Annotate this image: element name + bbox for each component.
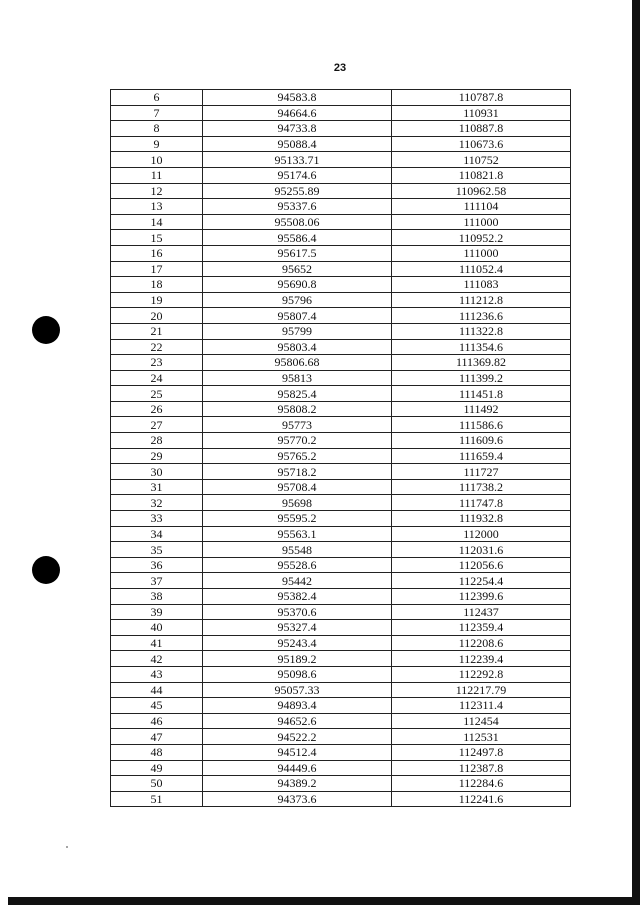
table-row (111, 417, 571, 433)
y-coordinate-cell: 111236.6 (392, 308, 571, 324)
point-number-cell: 50 (111, 776, 203, 792)
punch-hole-upper (32, 316, 60, 344)
x-coordinate-cell: 95708.4 (203, 479, 392, 495)
y-coordinate-cell: 112387.8 (392, 760, 571, 776)
point-number-cell: 48 (111, 744, 203, 760)
table-row (111, 620, 571, 636)
x-coordinate-cell: 95098.6 (203, 666, 392, 682)
point-number-cell: 42 (111, 651, 203, 667)
table-row (111, 214, 571, 230)
table-row (111, 604, 571, 620)
x-coordinate-cell: 94373.6 (203, 791, 392, 807)
x-coordinate-cell: 95586.4 (203, 230, 392, 246)
y-coordinate-cell: 111369.82 (392, 355, 571, 371)
x-coordinate-cell: 95243.4 (203, 635, 392, 651)
table-row (111, 105, 571, 121)
y-coordinate-cell: 112031.6 (392, 542, 571, 558)
table-row (111, 666, 571, 682)
point-number-cell: 32 (111, 495, 203, 511)
point-number-cell: 30 (111, 464, 203, 480)
point-number-cell: 8 (111, 121, 203, 137)
table-row (111, 277, 571, 293)
table-row (111, 713, 571, 729)
point-number-cell: 10 (111, 152, 203, 168)
point-number-cell: 27 (111, 417, 203, 433)
x-coordinate-cell: 95765.2 (203, 448, 392, 464)
y-coordinate-cell: 111738.2 (392, 479, 571, 495)
point-number-cell: 51 (111, 791, 203, 807)
y-coordinate-cell: 112454 (392, 713, 571, 729)
y-coordinate-cell: 111104 (392, 199, 571, 215)
point-number-cell: 23 (111, 355, 203, 371)
x-coordinate-cell: 94512.4 (203, 744, 392, 760)
x-coordinate-cell: 94733.8 (203, 121, 392, 137)
table-row (111, 557, 571, 573)
point-number-cell: 24 (111, 370, 203, 386)
point-number-cell: 33 (111, 511, 203, 527)
point-number-cell: 9 (111, 136, 203, 152)
y-coordinate-cell: 111932.8 (392, 511, 571, 527)
x-coordinate-cell: 94522.2 (203, 729, 392, 745)
y-coordinate-cell: 111000 (392, 214, 571, 230)
table-row (111, 152, 571, 168)
y-coordinate-cell: 112217.79 (392, 682, 571, 698)
y-coordinate-cell: 110752 (392, 152, 571, 168)
x-coordinate-cell: 95718.2 (203, 464, 392, 480)
table-row (111, 339, 571, 355)
point-number-cell: 43 (111, 666, 203, 682)
scan-edge-right (632, 0, 640, 905)
point-number-cell: 25 (111, 386, 203, 402)
x-coordinate-cell: 95796 (203, 292, 392, 308)
x-coordinate-cell: 95327.4 (203, 620, 392, 636)
point-number-cell: 36 (111, 557, 203, 573)
point-number-cell: 45 (111, 698, 203, 714)
table-row (111, 370, 571, 386)
y-coordinate-cell: 112056.6 (392, 557, 571, 573)
table-row (111, 183, 571, 199)
table-row (111, 167, 571, 183)
y-coordinate-cell: 110931 (392, 105, 571, 121)
x-coordinate-cell: 95799 (203, 323, 392, 339)
scan-edge-bottom (8, 897, 640, 905)
x-coordinate-cell: 95189.2 (203, 651, 392, 667)
table-row (111, 791, 571, 807)
y-coordinate-cell: 112284.6 (392, 776, 571, 792)
table-row (111, 464, 571, 480)
x-coordinate-cell: 95088.4 (203, 136, 392, 152)
x-coordinate-cell: 94664.6 (203, 105, 392, 121)
point-number-cell: 11 (111, 167, 203, 183)
table-row (111, 230, 571, 246)
table-row (111, 682, 571, 698)
coordinate-table (110, 89, 571, 807)
y-coordinate-cell: 111451.8 (392, 386, 571, 402)
point-number-cell: 40 (111, 620, 203, 636)
x-coordinate-cell: 95337.6 (203, 199, 392, 215)
y-coordinate-cell: 111322.8 (392, 323, 571, 339)
point-number-cell: 31 (111, 479, 203, 495)
y-coordinate-cell: 111659.4 (392, 448, 571, 464)
point-number-cell: 41 (111, 635, 203, 651)
y-coordinate-cell: 112359.4 (392, 620, 571, 636)
table-body (111, 90, 571, 807)
y-coordinate-cell: 110962.58 (392, 183, 571, 199)
point-number-cell: 12 (111, 183, 203, 199)
x-coordinate-cell: 95803.4 (203, 339, 392, 355)
y-coordinate-cell: 110787.8 (392, 90, 571, 106)
table-row (111, 323, 571, 339)
table-row (111, 121, 571, 137)
point-number-cell: 14 (111, 214, 203, 230)
y-coordinate-cell: 112292.8 (392, 666, 571, 682)
table-row (111, 448, 571, 464)
x-coordinate-cell: 95807.4 (203, 308, 392, 324)
x-coordinate-cell: 95563.1 (203, 526, 392, 542)
x-coordinate-cell: 95174.6 (203, 167, 392, 183)
x-coordinate-cell: 94893.4 (203, 698, 392, 714)
y-coordinate-cell: 112531 (392, 729, 571, 745)
x-coordinate-cell: 94652.6 (203, 713, 392, 729)
x-coordinate-cell: 95528.6 (203, 557, 392, 573)
y-coordinate-cell: 110673.6 (392, 136, 571, 152)
punch-hole-lower (32, 556, 60, 584)
x-coordinate-cell: 95255.89 (203, 183, 392, 199)
table-row (111, 698, 571, 714)
x-coordinate-cell: 95806.68 (203, 355, 392, 371)
table-row (111, 199, 571, 215)
y-coordinate-cell: 112239.4 (392, 651, 571, 667)
x-coordinate-cell: 95825.4 (203, 386, 392, 402)
y-coordinate-cell: 112399.6 (392, 589, 571, 605)
table-row (111, 308, 571, 324)
y-coordinate-cell: 111586.6 (392, 417, 571, 433)
x-coordinate-cell: 95770.2 (203, 433, 392, 449)
y-coordinate-cell: 111354.6 (392, 339, 571, 355)
point-number-cell: 26 (111, 401, 203, 417)
y-coordinate-cell: 111399.2 (392, 370, 571, 386)
table-row (111, 90, 571, 106)
table-row (111, 760, 571, 776)
point-number-cell: 46 (111, 713, 203, 729)
y-coordinate-cell: 111000 (392, 245, 571, 261)
y-coordinate-cell: 112437 (392, 604, 571, 620)
x-coordinate-cell: 95595.2 (203, 511, 392, 527)
y-coordinate-cell: 111052.4 (392, 261, 571, 277)
table-row (111, 729, 571, 745)
y-coordinate-cell: 112311.4 (392, 698, 571, 714)
table-row (111, 635, 571, 651)
point-number-cell: 18 (111, 277, 203, 293)
point-number-cell: 13 (111, 199, 203, 215)
x-coordinate-cell: 95370.6 (203, 604, 392, 620)
point-number-cell: 15 (111, 230, 203, 246)
table-row (111, 573, 571, 589)
point-number-cell: 44 (111, 682, 203, 698)
point-number-cell: 37 (111, 573, 203, 589)
table-row (111, 261, 571, 277)
y-coordinate-cell: 111747.8 (392, 495, 571, 511)
point-number-cell: 22 (111, 339, 203, 355)
page-number: 23 (333, 62, 347, 74)
table-row (111, 776, 571, 792)
x-coordinate-cell: 95690.8 (203, 277, 392, 293)
point-number-cell: 6 (111, 90, 203, 106)
table-row (111, 479, 571, 495)
point-number-cell: 39 (111, 604, 203, 620)
table-row (111, 744, 571, 760)
point-number-cell: 21 (111, 323, 203, 339)
x-coordinate-cell: 95813 (203, 370, 392, 386)
table-row (111, 386, 571, 402)
point-number-cell: 16 (111, 245, 203, 261)
point-number-cell: 29 (111, 448, 203, 464)
table-row (111, 542, 571, 558)
point-number-cell: 20 (111, 308, 203, 324)
table-row (111, 651, 571, 667)
x-coordinate-cell: 95617.5 (203, 245, 392, 261)
point-number-cell: 35 (111, 542, 203, 558)
y-coordinate-cell: 112254.4 (392, 573, 571, 589)
table-row (111, 433, 571, 449)
table-row (111, 355, 571, 371)
table-row (111, 401, 571, 417)
x-coordinate-cell: 95508.06 (203, 214, 392, 230)
x-coordinate-cell: 95057.33 (203, 682, 392, 698)
y-coordinate-cell: 111083 (392, 277, 571, 293)
table-row (111, 511, 571, 527)
x-coordinate-cell: 95652 (203, 261, 392, 277)
y-coordinate-cell: 112000 (392, 526, 571, 542)
table-row (111, 526, 571, 542)
x-coordinate-cell: 95773 (203, 417, 392, 433)
point-number-cell: 7 (111, 105, 203, 121)
y-coordinate-cell: 111492 (392, 401, 571, 417)
y-coordinate-cell: 111609.6 (392, 433, 571, 449)
table-row (111, 589, 571, 605)
point-number-cell: 28 (111, 433, 203, 449)
table-row (111, 292, 571, 308)
x-coordinate-cell: 95442 (203, 573, 392, 589)
table-row (111, 136, 571, 152)
point-number-cell: 34 (111, 526, 203, 542)
table-row (111, 245, 571, 261)
x-coordinate-cell: 95808.2 (203, 401, 392, 417)
y-coordinate-cell: 112497.8 (392, 744, 571, 760)
x-coordinate-cell: 95548 (203, 542, 392, 558)
y-coordinate-cell: 112208.6 (392, 635, 571, 651)
point-number-cell: 38 (111, 589, 203, 605)
x-coordinate-cell: 95133.71 (203, 152, 392, 168)
y-coordinate-cell: 111727 (392, 464, 571, 480)
point-number-cell: 49 (111, 760, 203, 776)
table-row (111, 495, 571, 511)
x-coordinate-cell: 94449.6 (203, 760, 392, 776)
y-coordinate-cell: 110887.8 (392, 121, 571, 137)
scan-speck (66, 846, 68, 848)
y-coordinate-cell: 110952.2 (392, 230, 571, 246)
point-number-cell: 19 (111, 292, 203, 308)
point-number-cell: 17 (111, 261, 203, 277)
point-number-cell: 47 (111, 729, 203, 745)
x-coordinate-cell: 94389.2 (203, 776, 392, 792)
x-coordinate-cell: 94583.8 (203, 90, 392, 106)
x-coordinate-cell: 95382.4 (203, 589, 392, 605)
y-coordinate-cell: 111212.8 (392, 292, 571, 308)
y-coordinate-cell: 112241.6 (392, 791, 571, 807)
x-coordinate-cell: 95698 (203, 495, 392, 511)
y-coordinate-cell: 110821.8 (392, 167, 571, 183)
